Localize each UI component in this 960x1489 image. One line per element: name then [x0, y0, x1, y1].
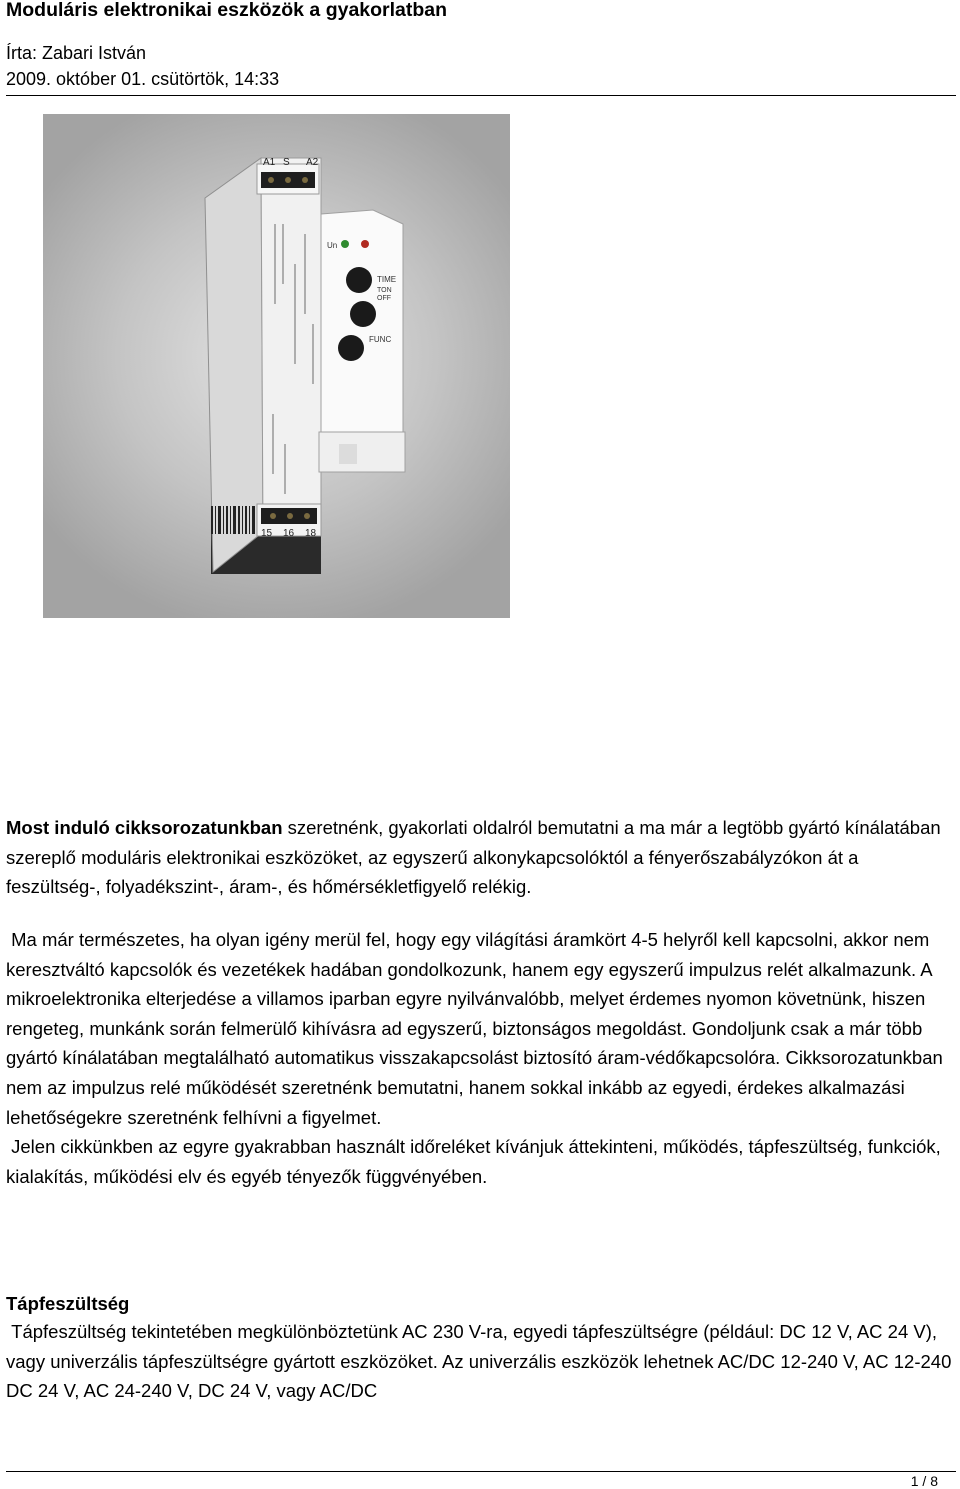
terminal-18: 18	[305, 528, 317, 539]
label-un: Un	[327, 241, 338, 250]
article-author: Írta: Zabari István	[6, 43, 147, 63]
body-paragraph	[6, 925, 956, 1191]
footer-divider	[6, 1471, 956, 1472]
section-paragraph: Tápfeszültség tekintetében megkülönböztetünk AC 230 V-ra, egyedi tápfeszültségre (például: DC 12 V, AC 24 V), vagy univerzális tápfeszültségre gyártott eszközöket. Az univerzális eszközök lehetnek AC/DC 12-240 V, AC 12-240 DC 24 V, AC 24-240 V, DC 24 V, vagy AC/DC	[6, 1321, 957, 1402]
label-ton: TON	[377, 287, 392, 294]
terminal-a2: A2	[306, 157, 319, 168]
terminal-16: 16	[283, 528, 295, 539]
article-title: Moduláris elektronikai eszközök a gyakorlatban	[6, 0, 448, 21]
page-number: 1 / 8	[910, 1473, 938, 1489]
section-heading: Tápfeszültség	[6, 1293, 130, 1314]
label-off: OFF	[377, 295, 391, 302]
terminal-s: S	[283, 157, 290, 168]
timer-relay-illustration	[43, 114, 510, 618]
article-date: 2009. október 01. csütörtök, 14:33	[6, 69, 280, 89]
intro-text: szeretnénk, gyakorlati oldalról bemutatni a ma már a legtöbb gyártó kínálatában szereplő moduláris elektronikai eszközöket, az egyszerű alkonykapcsolóktól a fényerőszabályzókon át a feszültség-, folyadékszint-, áram-, és hőmérsékletfigyelő relékig.	[6, 817, 941, 898]
label-time: TIME	[377, 275, 397, 284]
terminal-15: 15	[261, 528, 273, 539]
product-photo	[43, 114, 510, 618]
intro-bold-lead: Most induló cikksorozatunkban	[6, 817, 283, 838]
header-divider	[6, 95, 956, 96]
terminal-a1: A1	[263, 157, 276, 168]
intro-paragraph	[6, 813, 956, 902]
paragraph-followup: Jelen cikkünkben az egyre gyakrabban használt időreléket kívánjuk áttekinteni, működés, tápfeszültség, funkciók, kialakítás, működési elv és egyéb tényezők függvényében.	[6, 1136, 946, 1187]
label-func: FUNC	[369, 335, 392, 344]
paragraph-main: Ma már természetes, ha olyan igény merül fel, hogy egy világítási áramkört 4-5 helyről kell kapcsolni, akkor nem keresztváltó kapcsolók és vezetékek hadában gondolkozunk, hanem egy egyszerű impulzus relét alkalmazunk. A mikroelektronika elterjedése a villamos iparban egyre nyilvánvalóbb, melyet érdemes nyomon követnünk, hiszen rengeteg, munkánk során felmerülő kihívásra ad egyszerű, biztonságos megoldást. Gondoljunk csak a már több gyártó kínálatában megtalálható automatikus visszakapcsolást biztosító áram-védőkapcsolóra. Cikksorozatunkban nem az impulzus relé működését szeretnénk bemutatni, hanem sokkal inkább az egyedi, érdekes alkalmazási lehetőségekre szeretnénk felhívni a figyelmet.	[6, 929, 948, 1128]
